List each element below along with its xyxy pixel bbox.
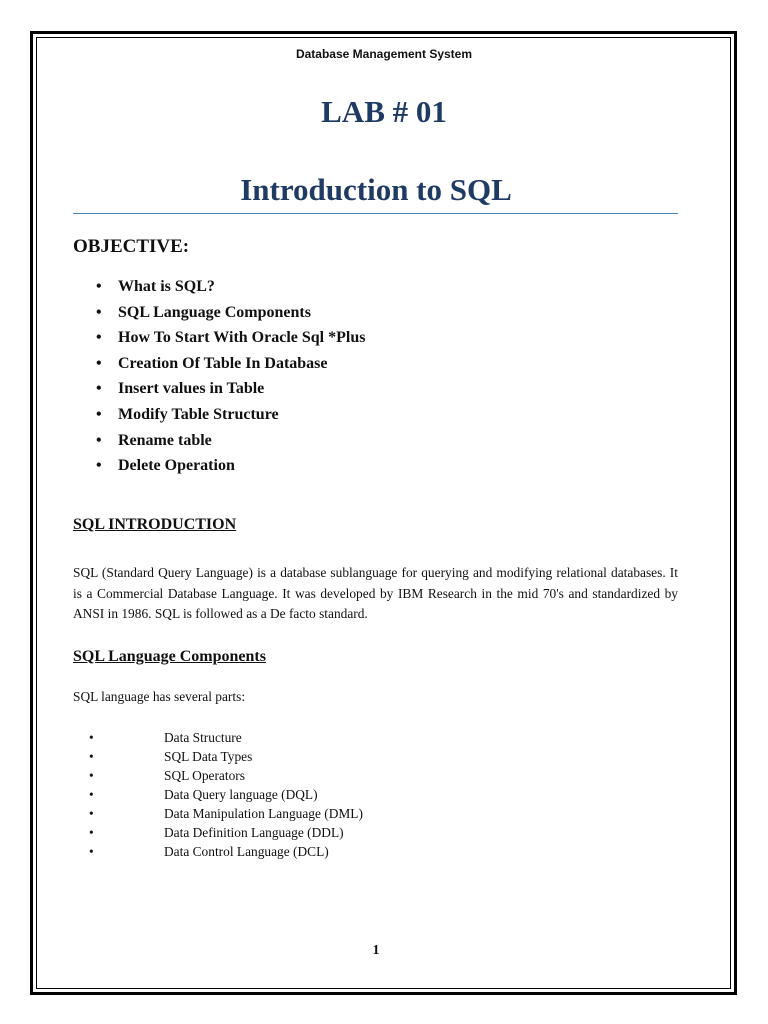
objective-item-text: Rename table xyxy=(118,431,212,449)
component-item xyxy=(89,824,363,843)
component-item-text: SQL Operators xyxy=(164,768,245,783)
bullet-icon: • xyxy=(96,457,102,475)
objective-item xyxy=(96,378,365,404)
bullet-icon: • xyxy=(89,749,94,764)
component-item-text: Data Structure xyxy=(164,730,242,745)
component-item-text: Data Control Language (DCL) xyxy=(164,844,329,859)
page-number: 1 xyxy=(372,943,380,958)
objective-item xyxy=(96,430,365,456)
bullet-icon: • xyxy=(96,405,102,423)
components-heading: SQL Language Components xyxy=(73,648,266,665)
component-item-text: SQL Data Types xyxy=(164,749,253,764)
components-intro: SQL language has several parts: xyxy=(73,689,246,704)
bullet-icon: • xyxy=(89,844,94,859)
lab-title: LAB # 01 xyxy=(321,94,447,129)
component-item xyxy=(89,786,363,805)
objective-heading: OBJECTIVE: xyxy=(73,236,190,257)
bullet-icon: • xyxy=(96,303,102,321)
objective-item xyxy=(96,276,365,302)
bullet-icon: • xyxy=(96,431,102,449)
component-item xyxy=(89,767,363,786)
objective-item-text: Modify Table Structure xyxy=(118,405,279,423)
bullet-icon: • xyxy=(96,380,102,398)
component-item xyxy=(89,805,363,824)
component-item xyxy=(89,729,363,748)
component-item xyxy=(89,843,363,862)
objective-item-text: How To Start With Oracle Sql *Plus xyxy=(118,329,366,347)
sql-intro-heading: SQL INTRODUCTION xyxy=(73,516,237,533)
sql-intro-paragraph: SQL (Standard Query Language) is a database sublanguage for querying and modifying relational databases. It is a Commercial Database Language. It was developed by IBM Research in the mid 70's and standardized by ANSI in 1986. SQL is followed as a De facto standard. xyxy=(73,565,678,621)
objective-item-text: Creation Of Table In Database xyxy=(118,354,328,372)
title-divider xyxy=(73,213,678,214)
objective-item xyxy=(96,455,365,481)
bullet-icon: • xyxy=(89,768,94,783)
components-list xyxy=(89,729,363,862)
document-title: Introduction to SQL xyxy=(240,172,512,207)
objective-item xyxy=(96,404,365,430)
objective-item-text: Delete Operation xyxy=(118,457,235,475)
objective-item xyxy=(96,327,365,353)
objective-list xyxy=(96,276,365,481)
objective-item-text: SQL Language Components xyxy=(118,303,311,321)
page-header: Database Management System xyxy=(295,47,473,61)
bullet-icon: • xyxy=(89,730,94,745)
bullet-icon: • xyxy=(89,806,94,821)
objective-item-text: Insert values in Table xyxy=(118,380,265,398)
objective-item xyxy=(96,302,365,328)
component-item-text: Data Manipulation Language (DML) xyxy=(164,806,363,821)
component-item-text: Data Definition Language (DDL) xyxy=(164,825,344,840)
bullet-icon: • xyxy=(89,787,94,802)
objective-item-text: What is SQL? xyxy=(118,278,215,295)
bullet-icon: • xyxy=(96,278,102,295)
bullet-icon: • xyxy=(89,825,94,840)
component-item-text: Data Query language (DQL) xyxy=(164,787,318,802)
objective-item xyxy=(96,353,365,379)
bullet-icon: • xyxy=(96,329,102,347)
bullet-icon: • xyxy=(96,354,102,372)
component-item xyxy=(89,748,363,767)
